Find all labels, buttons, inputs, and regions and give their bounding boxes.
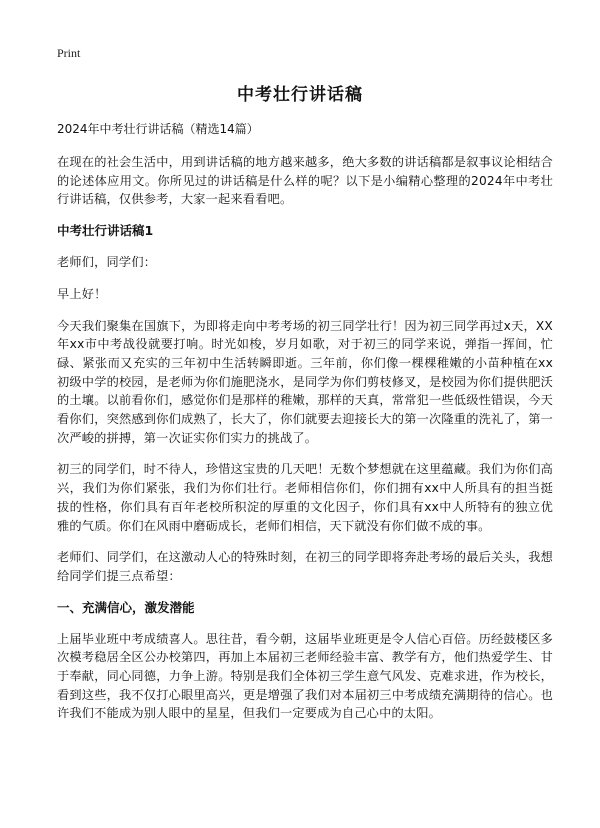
- document-body: [57, 120, 553, 736]
- page-title: 中考壮行讲话稿: [237, 85, 363, 105]
- point-paragraph: 上届毕业班中考成绩喜人。思往昔，看今朝，这届毕业班更是令人信心百倍。历经鼓楼区多次模考稳居全区公办校第四，再加上本届初三老师经验丰富、教学有方，他们热爱学生、甘于奉献，同心同德，力争上游。特别是我们全体初三学生意气风发、克难求进，作为校长，看到这些，我不仅打心眼里高兴，更是增强了我们对本届初三中考成绩充满期待的信心。也许我们不能成为别人眼中的星星，但我们一定要成为自己心中的太阳。: [57, 631, 553, 721]
- morning-greeting: 早上好！: [57, 286, 107, 301]
- document-subtitle: 2024年中考壮行讲话稿（精选14篇）: [57, 122, 259, 136]
- point-heading: 一、充满信心，激发潜能: [57, 599, 195, 615]
- body-paragraph: 初三的同学们，时不待人，珍惜这宝贵的几天吧！无数个梦想就在这里蕴藏。我们为你们高兴，我们为你们紧张，我们为你们壮行。老师相信你们，你们拥有xx中人所具有的担当挺拔的性格，你们具有百年老校所积淀的厚重的文化因子，你们具有xx中人所特有的独立优雅的气质。你们在风雨中磨砺成长，老师们相信，天下就没有你们做不成的事。: [57, 462, 553, 533]
- greeting-line: 老师们，同学们：: [57, 255, 157, 270]
- section-heading: 中考壮行讲话稿1: [57, 223, 154, 239]
- body-paragraph: 今天我们聚集在国旗下，为即将走向中考考场的初三同学壮行！因为初三同学再过x天，XX年xx市中考战役就要打响。时光如梭，岁月如歌，对于初三的同学来说，弹指一挥间，忙碌、紧张而又充实的三年初中生活转瞬即逝。三年前，你们像一棵棵稚嫩的小苗种植在xx初级中学的校园，是老师为你们施肥浇水，是同学为你们剪枝修叉，是校园为你们提供肥沃的土壤。以前看你们，感觉你们是那样的稚嫩，那样的天真，常常犯一些低级性错误，今天看你们，突然感到你们成熟了，长大了，你们就要去迎接长大的第一次隆重的洗礼了，第一次严峻的拼搏，第一次证实你们实力的挑战了。: [57, 318, 553, 445]
- body-paragraph: 老师们、同学们，在这激动人心的特殊时刻，在初三的同学即将奔赴考场的最后关头，我想给同学们提三点希望：: [57, 550, 553, 583]
- print-link[interactable]: Print: [57, 46, 81, 60]
- intro-paragraph: 在现在的社会生活中，用到讲话稿的地方越来越多，绝大多数的讲话稿都是叙事议论相结合的论述体应用文。你所见过的讲话稿是什么样的呢？以下是小编精心整理的2024年中考壮行讲话稿，仅供参考，大家一起来看看吧。: [57, 155, 553, 207]
